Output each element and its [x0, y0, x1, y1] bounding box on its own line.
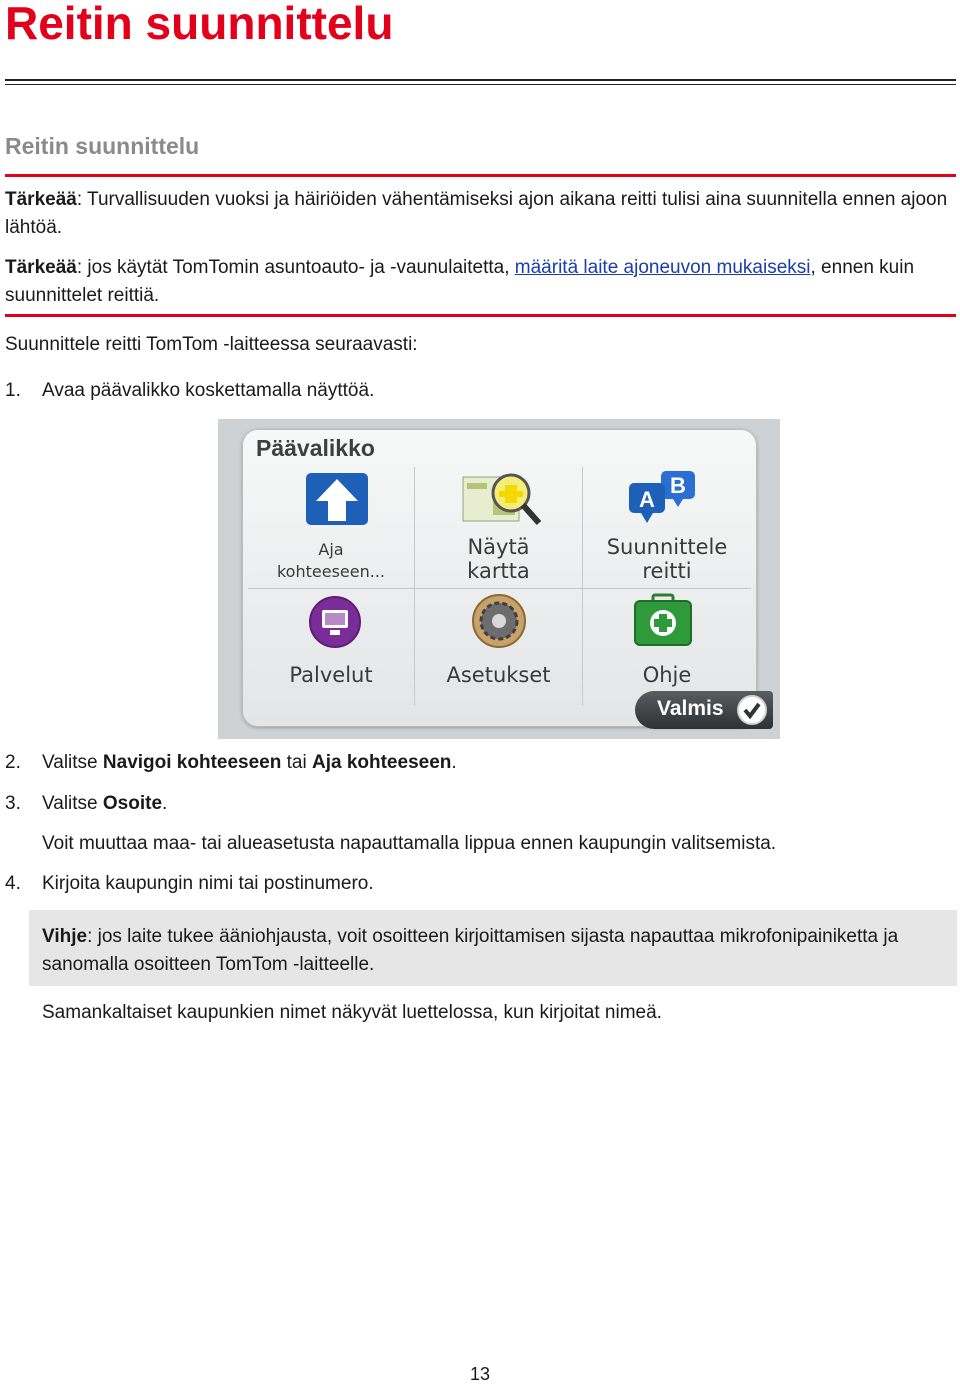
- tip-text: [42, 923, 942, 979]
- note-text: : jos käytät TomTomin asuntoauto- ja -vaunulaitetta,: [76, 257, 515, 278]
- important-note-2: [5, 254, 960, 310]
- menu-item-label: Aja: [318, 540, 344, 559]
- step-text: .: [162, 793, 168, 814]
- note-top-rule: [5, 174, 956, 177]
- page-number: 13: [469, 1364, 491, 1384]
- ab-pins-icon: [625, 469, 701, 529]
- title-rule-thin: [5, 84, 956, 85]
- step-1: [5, 377, 374, 405]
- menu-item-settings[interactable]: [415, 589, 582, 705]
- note-label: Tärkeää: [5, 189, 77, 210]
- step-text: .: [451, 752, 457, 773]
- services-icon: [308, 595, 362, 649]
- step-text: Avaa päävalikko koskettamalla näyttöä.: [42, 380, 375, 401]
- step-number: 1.: [5, 380, 21, 401]
- section-heading: Reitin suunnittelu: [5, 133, 200, 159]
- step-4: [5, 870, 374, 898]
- map-magnifier-icon: [459, 471, 543, 529]
- checkmark-icon: [737, 695, 767, 725]
- step-3-note: Voit muuttaa maa- tai alueasetusta napauttamalla lippua ennen kaupungin valitsemista.: [42, 833, 777, 854]
- menu-item-label: Asetukset: [446, 663, 551, 687]
- menu-item-show-map[interactable]: [415, 467, 582, 588]
- arrow-up-icon: [304, 471, 370, 527]
- note-text-end: , ennen kuin suunnittelet reittiä.: [5, 257, 915, 306]
- tip-label: Vihje: [42, 926, 88, 947]
- main-menu-panel: [242, 429, 757, 727]
- step-bold: Navigoi kohteeseen: [102, 752, 282, 773]
- step-bold: Aja kohteeseen: [311, 752, 452, 773]
- step-text: Valitse: [42, 793, 103, 814]
- step-number: 2.: [5, 752, 21, 773]
- note-text: : Turvallisuuden vuoksi ja häiriöiden vähentämiseksi ajon aikana reitti tulisi aina suunnitella ennen ajoon lähtöä.: [5, 189, 948, 238]
- menu-item-services[interactable]: [248, 589, 414, 705]
- step-number: 3.: [5, 793, 21, 814]
- menu-item-label: Suunnittele: [606, 535, 728, 559]
- step-text: tai: [281, 752, 312, 773]
- menu-item-label: Näytä: [467, 535, 530, 559]
- intro-text: Suunnittele reitti TomTom -laitteessa seuraavasti:: [5, 334, 418, 355]
- svg-text:B: B: [670, 473, 686, 498]
- menu-item-label: kartta: [467, 559, 530, 583]
- step-3: [5, 790, 167, 818]
- main-menu-screenshot: [218, 419, 780, 739]
- menu-item-drive-to[interactable]: [248, 467, 414, 588]
- done-button[interactable]: [635, 691, 773, 729]
- first-aid-icon: [633, 593, 693, 649]
- note-bottom-rule: [5, 314, 956, 317]
- important-note-1: [5, 186, 960, 242]
- note-label: Tärkeää: [5, 257, 77, 278]
- tip-body: : jos laite tukee ääniohjausta, voit osoitteen kirjoittamisen sijasta napauttaa mikrofonipainiketta ja sanomalla osoitteen TomTom -laitteelle.: [42, 926, 899, 975]
- step-2: [5, 749, 457, 777]
- title-rule: [5, 79, 956, 81]
- closing-text: Samankaltaiset kaupunkien nimet näkyvät luettelossa, kun kirjoitat nimeä.: [42, 1002, 662, 1023]
- step-text: Kirjoita kaupungin nimi tai postinumero.: [42, 873, 374, 894]
- gear-icon: [471, 593, 527, 649]
- menu-item-label: kohteeseen...: [276, 562, 385, 581]
- menu-item-plan-route[interactable]: [583, 467, 751, 588]
- menu-item-label: reitti: [642, 559, 692, 583]
- svg-text:A: A: [639, 487, 655, 512]
- step-number: 4.: [5, 873, 21, 894]
- menu-title: Päävalikko: [256, 435, 375, 461]
- menu-item-label: Ohje: [642, 663, 692, 687]
- done-label: Valmis: [657, 697, 724, 720]
- step-text: Valitse: [42, 752, 103, 773]
- vehicle-settings-link[interactable]: määritä laite ajoneuvon mukaiseksi: [514, 257, 811, 278]
- menu-item-help[interactable]: [583, 589, 751, 705]
- step-bold: Osoite: [102, 793, 163, 814]
- page-title: Reitin suunnittelu: [5, 0, 394, 49]
- menu-item-label: Palvelut: [289, 663, 373, 687]
